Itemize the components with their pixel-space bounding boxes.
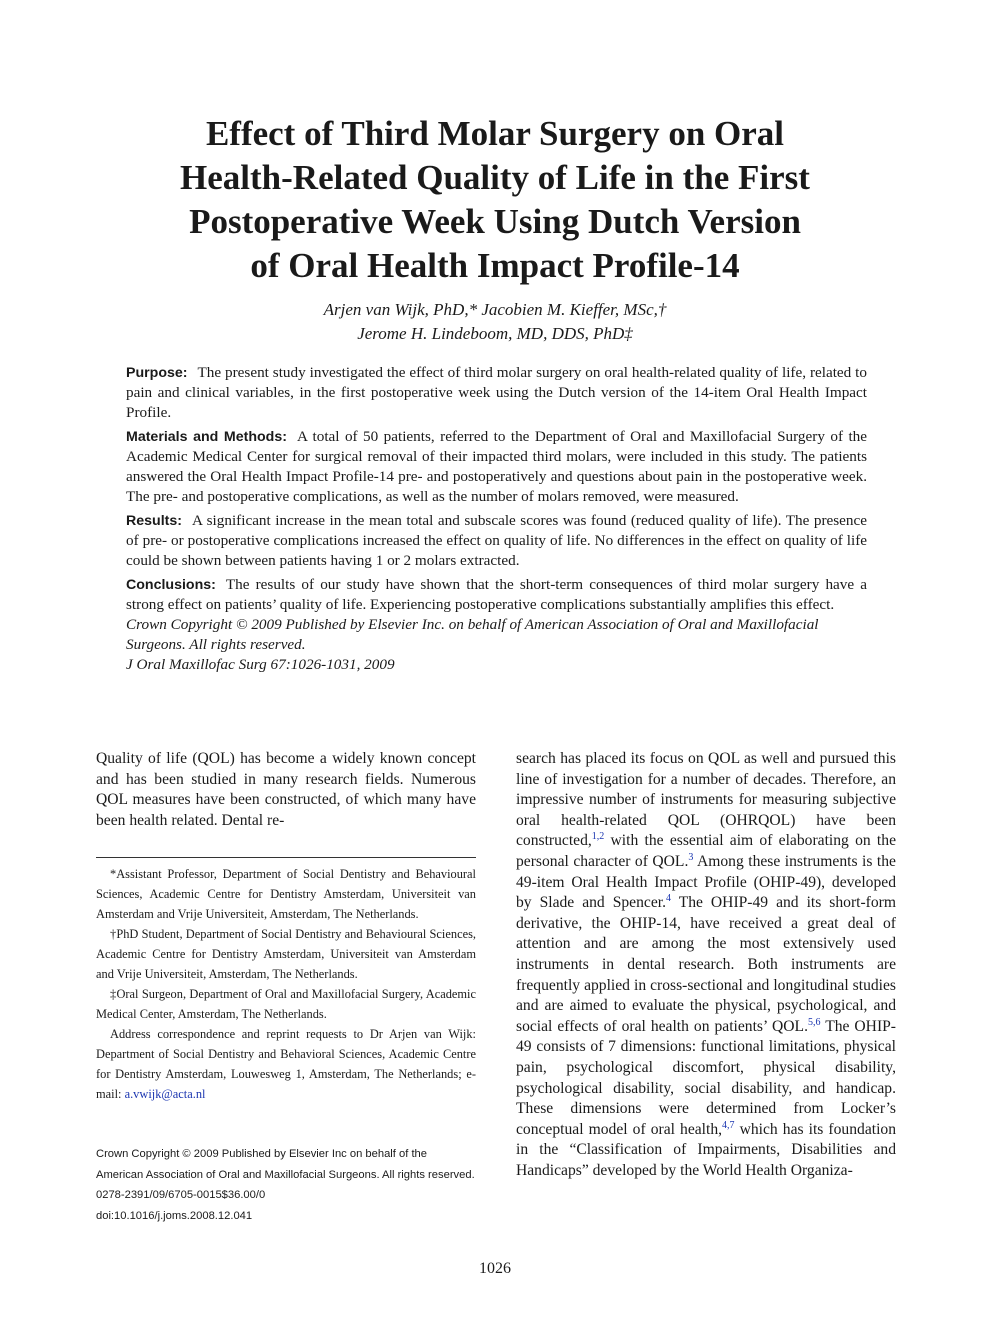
- body-paragraph: [516, 749, 896, 1181]
- methods-text: A total of 50 patients, referred to the Department of Oral and Maxillofacial Surgery of the Academic Medical Center for surgical removal of their impacted third molars, were included in this study. The patients answered the Oral Health Impact Profile-14 pre- and postoperatively and questions about pain in the postoperative week. The pre- and postoperative complications, as well as the number of molars removed, were measured.: [126, 428, 867, 505]
- conclusions-label: Conclusions:: [126, 577, 216, 593]
- intro-paragraph: Quality of life (QOL) has become a widely known concept and has been studied in many research fields. Numerous QOL measures have been constructed, of which many have been health related. Dental re-: [96, 750, 476, 829]
- copyright-line: American Association of Oral and Maxillofacial Surgeons. All rights reserved.: [96, 1168, 475, 1181]
- results-text: A significant increase in the mean total and subscale scores was found (reduced quality of life). The presence of pre- or postoperative complications increased the effect on quality of life. No differences in the effect on quality of life could be shown between patients having 1 or 2 molars extracted.: [126, 512, 867, 569]
- methods-label: Materials and Methods:: [126, 429, 287, 445]
- conclusions-text: The results of our study have shown that the short-term consequences of third molar surgery have a strong effect on patients’ quality of life. Experiencing postoperative complications substantially amplifies this effect.: [126, 576, 867, 613]
- purpose-text: The present study investigated the effect of third molar surgery on oral health-related quality of life, related to pain and clinical variables, in the first postoperative week using the Dutch version of the 14-item Oral Health Impact Profile.: [126, 364, 867, 421]
- correspondence-text: Address correspondence and reprint requests to Dr Arjen van Wijk: Department of Social Dentistry and Behavioral Sciences, Academic Centre for Dentistry Amsterdam, Louwesweg 1, Amsterdam, The Netherlands; e-mail:: [96, 1027, 476, 1101]
- abstract-methods: [126, 427, 867, 507]
- footnote-correspondence: [96, 1024, 476, 1104]
- title-line: Health-Related Quality of Life in the First: [180, 158, 810, 197]
- footnote-divider: [96, 857, 476, 858]
- body-column-left: [96, 749, 476, 831]
- page-number: 1026: [479, 1260, 511, 1277]
- reference-link[interactable]: 4,7: [722, 1119, 735, 1131]
- abstract: [126, 363, 867, 675]
- abstract-conclusions: [126, 575, 867, 615]
- footnotes: [96, 864, 476, 1104]
- reference-link[interactable]: 5,6: [807, 1016, 821, 1028]
- abstract-results: [126, 511, 867, 571]
- body-text: which has its foundation in the “Classification of Impairments, Disabilities and Handicaps” developed by the World Health Organiza-: [516, 1120, 896, 1179]
- body-text: search has placed its focus on QOL as well and pursued this line of investigation for a number of decades. Therefore, an impressive number of instruments for measuring subjective oral health-related QOL (OHRQOL) have been constructed,: [516, 750, 896, 850]
- body-text: The OHIP-49 consists of 7 dimensions: functional limitations, physical pain, psychological discomfort, physical disability, psychological disability, social disability, and handicap. These dimensions were determined from Locker’s conceptual model of oral health,: [516, 1017, 897, 1138]
- reference-link[interactable]: 3: [688, 851, 694, 863]
- footnote-affiliation-2: †PhD Student, Department of Social Dentistry and Behavioural Sciences, Academic Centre for Dentistry Amsterdam, Universiteit van Amsterdam and Vrije Universiteit, Amsterdam, The Netherlands.: [96, 927, 476, 981]
- body-text: with the essential aim of elaborating on the personal character of QOL.: [516, 832, 896, 870]
- email-link[interactable]: a.vwijk@acta.nl: [124, 1087, 206, 1101]
- author-list: [100, 298, 890, 346]
- purpose-label: Purpose:: [126, 365, 188, 381]
- body-column-right: [516, 749, 896, 1181]
- author-line: Arjen van Wijk, PhD,* Jacobien M. Kieffer, MSc,†: [323, 300, 667, 319]
- title-line: Effect of Third Molar Surgery on Oral: [205, 114, 785, 153]
- doi-line: doi:10.1016/j.joms.2008.12.041: [96, 1209, 253, 1222]
- title-line: of Oral Health Impact Profile-14: [250, 246, 740, 285]
- article-title: [100, 112, 890, 288]
- footnote-affiliation-1: *Assistant Professor, Department of Social Dentistry and Behavioural Sciences, Academic Centre for Dentistry Amsterdam, Universiteit van Amsterdam and Vrije Universiteit, Amsterdam, The Netherlands.: [96, 867, 476, 921]
- footnote-affiliation-3: ‡Oral Surgeon, Department of Oral and Maxillofacial Surgery, Academic Medical Center, Amsterdam, The Netherlands.: [96, 987, 476, 1021]
- reference-link[interactable]: 4: [665, 893, 671, 905]
- title-line: Postoperative Week Using Dutch Version: [189, 202, 801, 241]
- body-text: The OHIP-49 and its short-form derivative, the OHIP-14, have received a great deal of attention and are among the most extensively used instruments in dental research. Both instruments are frequently applied in cross-sectional and longitudinal studies and are aimed to evaluate the physical, psychological, and social effects of oral health on patients’ QOL.: [516, 894, 896, 1035]
- reference-link[interactable]: 1,2: [591, 831, 605, 843]
- copyright-line: Crown Copyright © 2009 Published by Elsevier Inc on behalf of the: [96, 1148, 428, 1160]
- journal-citation: J Oral Maxillofac Surg 67:1026-1031, 2009: [126, 656, 395, 673]
- body-text: Among these instruments is the 49-item Oral Health Impact Profile (OHIP-49), developed by Slade and Spencer.: [516, 852, 896, 912]
- results-label: Results:: [126, 513, 182, 529]
- author-line: Jerome H. Lindeboom, MD, DDS, PhD‡: [357, 324, 633, 343]
- abstract-purpose: [126, 363, 867, 423]
- issn-line: 0278-2391/09/6705-0015$36.00/0: [96, 1189, 266, 1201]
- abstract-copyright: Crown Copyright © 2009 Published by Elsevier Inc. on behalf of American Association of Oral and Maxillofacial Surgeons. All rights reserved.: [126, 616, 819, 653]
- copyright-block: [96, 1144, 486, 1226]
